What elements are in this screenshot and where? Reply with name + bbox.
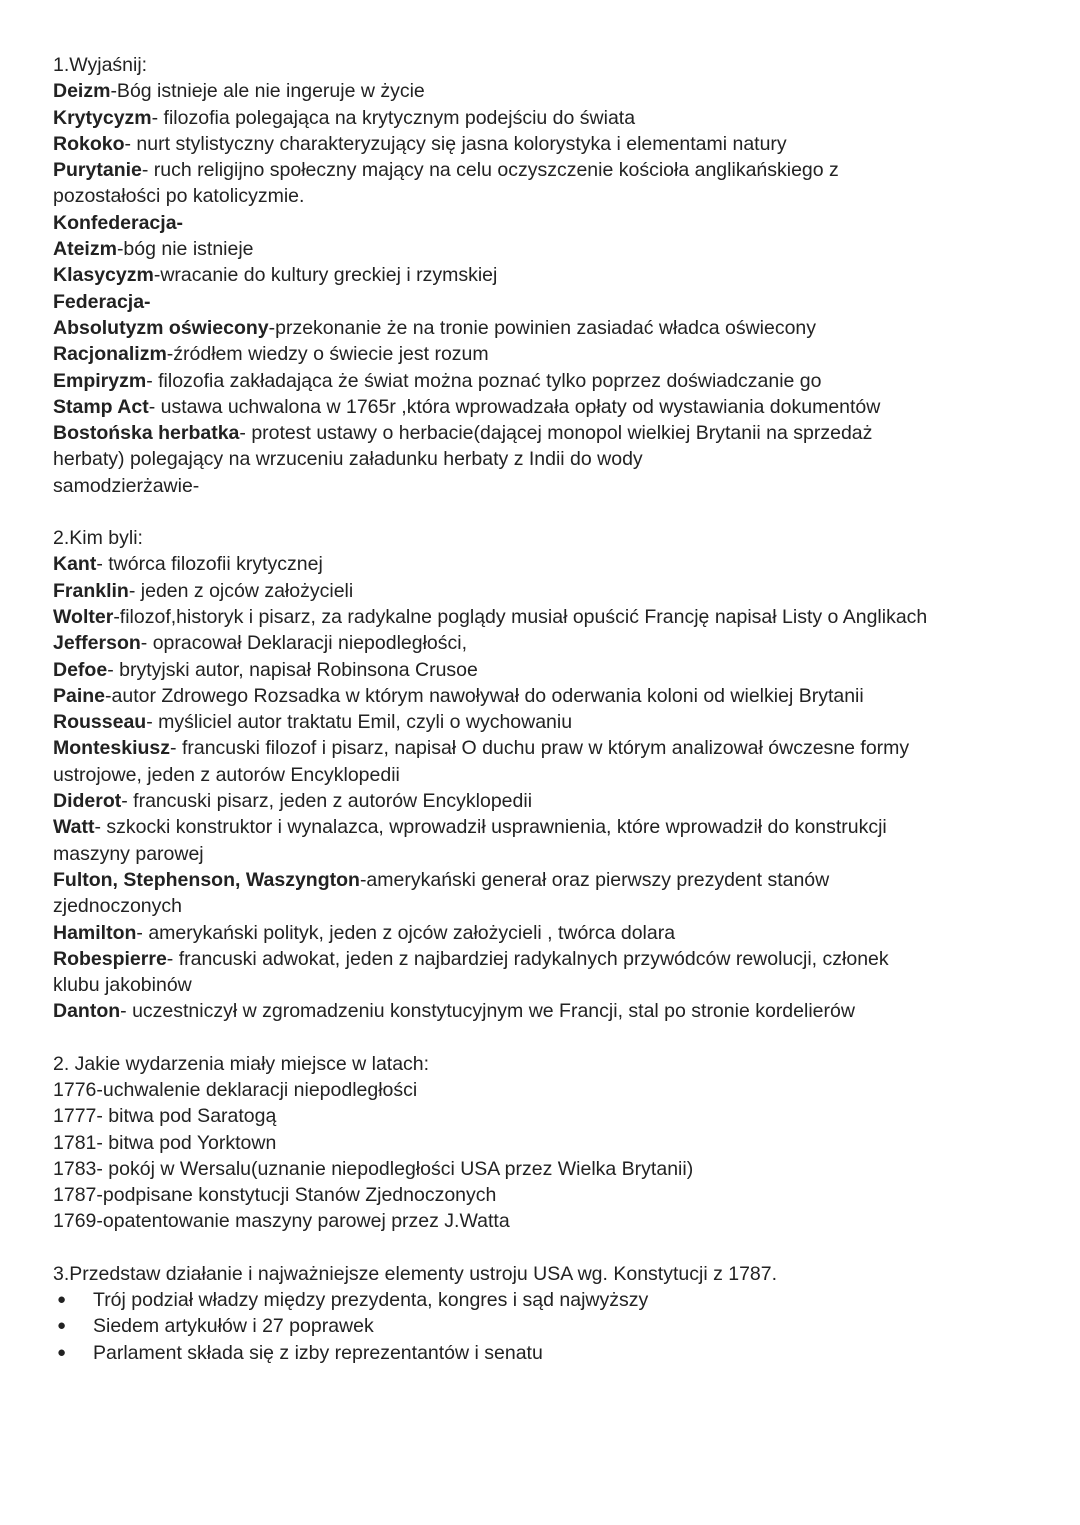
definition: -filozof,historyk i pisarz, za radykalne poglądy musiał opuścić Francję napisał Listy o Anglikach [113,605,928,628]
definition: - filozofia polegająca na krytycznym podejściu do świata [151,106,636,129]
term: Ateizm [53,238,117,261]
term: Empiryzm [53,369,147,392]
term: Defoe [53,658,108,681]
definition: -autor Zdrowego Rozsadka w którym nawoływał do oderwania koloni od wielkiej Brytanii [105,684,864,707]
term: Rokoko [53,132,125,155]
term: Danton [53,1000,121,1023]
spacer [53,1235,1053,1261]
term: Deizm [53,80,111,103]
definition: - nurt stylistyczny charakteryzujący się jasna kolorystyka i elementami natury [124,132,787,155]
definition: - opracował Deklaracji niepodległości, [140,632,468,655]
term: Franklin [53,579,129,602]
list-item-text: Siedem artykułów i 27 poprawek [93,1315,374,1338]
event-1781: 1781- bitwa pod Yorktown [53,1131,277,1154]
person-watt [53,814,923,867]
term: Fulton, Stephenson, Waszyngton [53,868,360,891]
definition-bostonska-herbatka [53,420,913,473]
section-heading: 2.Kim byli: [53,527,143,550]
term: Watt [53,816,95,839]
definition: - filozofia zakładająca że świat można poznać tylko poprzez doświadczanie go [146,369,822,392]
term: Konfederacja- [53,211,184,234]
term: Monteskiusz [53,737,171,760]
person-danton [53,998,1053,1024]
section-us-constitution [53,1261,1053,1366]
person-monteskiusz [53,735,943,788]
term: Bostońska herbatka [53,422,240,445]
definition: - szkocki konstruktor i wynalazca, wprowadził usprawnienia, które wprowadził do konstrukcji maszyny parowej [53,816,887,865]
term: Robespierre [53,947,167,970]
list-item [53,1340,1053,1366]
definition-purytanie [53,157,873,210]
list-item-text: Trój podział władzy między prezydenta, kongres i sąd najwyższy [93,1289,649,1312]
term: Absolutyzm oświecony [53,316,269,339]
definition: - amerykański polityk, jeden z ojców założycieli , twórca dolara [136,921,676,944]
person-kant [53,551,1053,577]
definition: - francuski pisarz, jeden z autorów Encyklopedii [121,790,533,813]
person-paine [53,683,1053,709]
term: Klasycyzm [53,264,154,287]
definition: -źródłem wiedzy o świecie jest rozum [166,343,489,366]
section-explain [53,52,1053,499]
definition: - francuski filozof i pisarz, napisał O duchu praw w którym analizował ówczesne formy ustrojowe, jeden z autorów Encyklopedii [53,737,910,786]
list-item [53,1287,1053,1313]
definition-stamp-act [53,394,1053,420]
definition: -wracanie do kultury greckiej i rzymskiej [153,264,498,287]
definition-absolutyzm [53,315,1053,341]
definition: -bóg nie istnieje [116,238,254,261]
person-rousseau [53,709,1053,735]
event-1776: 1776-uchwalenie deklaracji niepodległości [53,1078,418,1101]
bullet-icon: ● [57,1343,67,1361]
term: Kant [53,553,97,576]
term: Wolter [53,605,114,628]
event-1769: 1769-opatentowanie maszyny parowej przez J.Watta [53,1210,510,1233]
document-page [53,52,1053,1366]
term: Purytanie [53,159,142,182]
spacer [53,1025,1053,1051]
person-diderot [53,788,1053,814]
definition-krytycyzm [53,105,1053,131]
definition: - myśliciel autor traktatu Emil, czyli o wychowaniu [146,711,573,734]
definition: -Bóg istnieje ale nie ingeruje w życie [110,80,425,103]
definition: - protest ustawy o herbacie(dającej monopol wielkiej Brytanii na sprzedaż herbaty) polegający na wrzuceniu załadunku herbaty z Indii do wody [53,422,873,471]
person-wolter [53,604,1053,630]
event-1787: 1787-podpisane konstytucji Stanów Zjednoczonych [53,1184,497,1207]
definition-racjonalizm [53,341,1053,367]
person-robespierre [53,946,933,999]
term: Federacja- [53,290,151,313]
term: Rousseau [53,711,147,734]
definition-samodzierzawie [53,473,1053,499]
term: Jefferson [53,632,141,655]
definition-empiryzm [53,368,1053,394]
definition: - uczestniczył w zgromadzeniu konstytucyjnym we Francji, stal po stronie kordelierów [120,1000,855,1023]
section-who-were [53,525,1053,1025]
event-1777: 1777- bitwa pod Saratogą [53,1105,277,1128]
definition: - francuski adwokat, jeden z najbardziej radykalnych przywódców rewolucji, członek klubu jakobinów [53,947,889,997]
section-events [53,1051,1053,1235]
definition: -przekonanie że na tronie powinien zasiadać władca oświecony [268,316,817,339]
section-heading: 3.Przedstaw działanie i najważniejsze elementy ustroju USA wg. Konstytucji z 1787. [53,1262,778,1285]
term: Krytycyzm [53,106,152,129]
definition: -amerykański generał oraz pierwszy prezydent stanów zjednoczonych [53,868,830,918]
bullet-icon: ● [57,1317,67,1335]
definition: - ustawa uchwalona w 1765r ,która wprowadzała opłaty od wystawiania dokumentów [148,395,881,418]
event-1783: 1783- pokój w Wersalu(uznanie niepodległości USA przez Wielka Brytanii) [53,1157,694,1180]
list-item-text: Parlament składa się z izby reprezentantów i senatu [93,1341,543,1364]
definition: - jeden z ojców założycieli [128,579,354,602]
definition-ateizm [53,236,1053,262]
definition: - twórca filozofii krytycznej [96,553,323,576]
bullet-icon: ● [57,1291,67,1309]
definition-rokoko [53,131,1053,157]
term: Hamilton [53,921,137,944]
bullet-list [53,1287,1053,1366]
term: Paine [53,684,106,707]
section-heading: 2. Jakie wydarzenia miały miejsce w latach: [53,1052,430,1075]
person-franklin [53,578,1053,604]
term: Diderot [53,790,122,813]
definition: - brytyjski autor, napisał Robinsona Crusoe [107,658,478,681]
spacer [53,499,1053,525]
definition: - ruch religijno społeczny mający na celu oczyszczenie kościoła anglikańskiego z pozostałości po katolicyzmie. [53,159,839,208]
definition: samodzierżawie- [53,474,200,497]
term: Racjonalizm [53,343,167,366]
person-fulton-stephenson-waszyngton [53,867,883,920]
person-jefferson [53,630,1053,656]
definition-klasycyzm [53,262,1053,288]
person-defoe [53,657,1053,683]
person-hamilton [53,920,1053,946]
section-heading: 1.Wyjaśnij: [53,54,148,76]
definition-federacja [53,289,1053,315]
list-item [53,1313,1053,1339]
definition-deizm [53,78,1053,104]
term: Stamp Act [53,395,149,418]
definition-konfederacja [53,210,1053,236]
